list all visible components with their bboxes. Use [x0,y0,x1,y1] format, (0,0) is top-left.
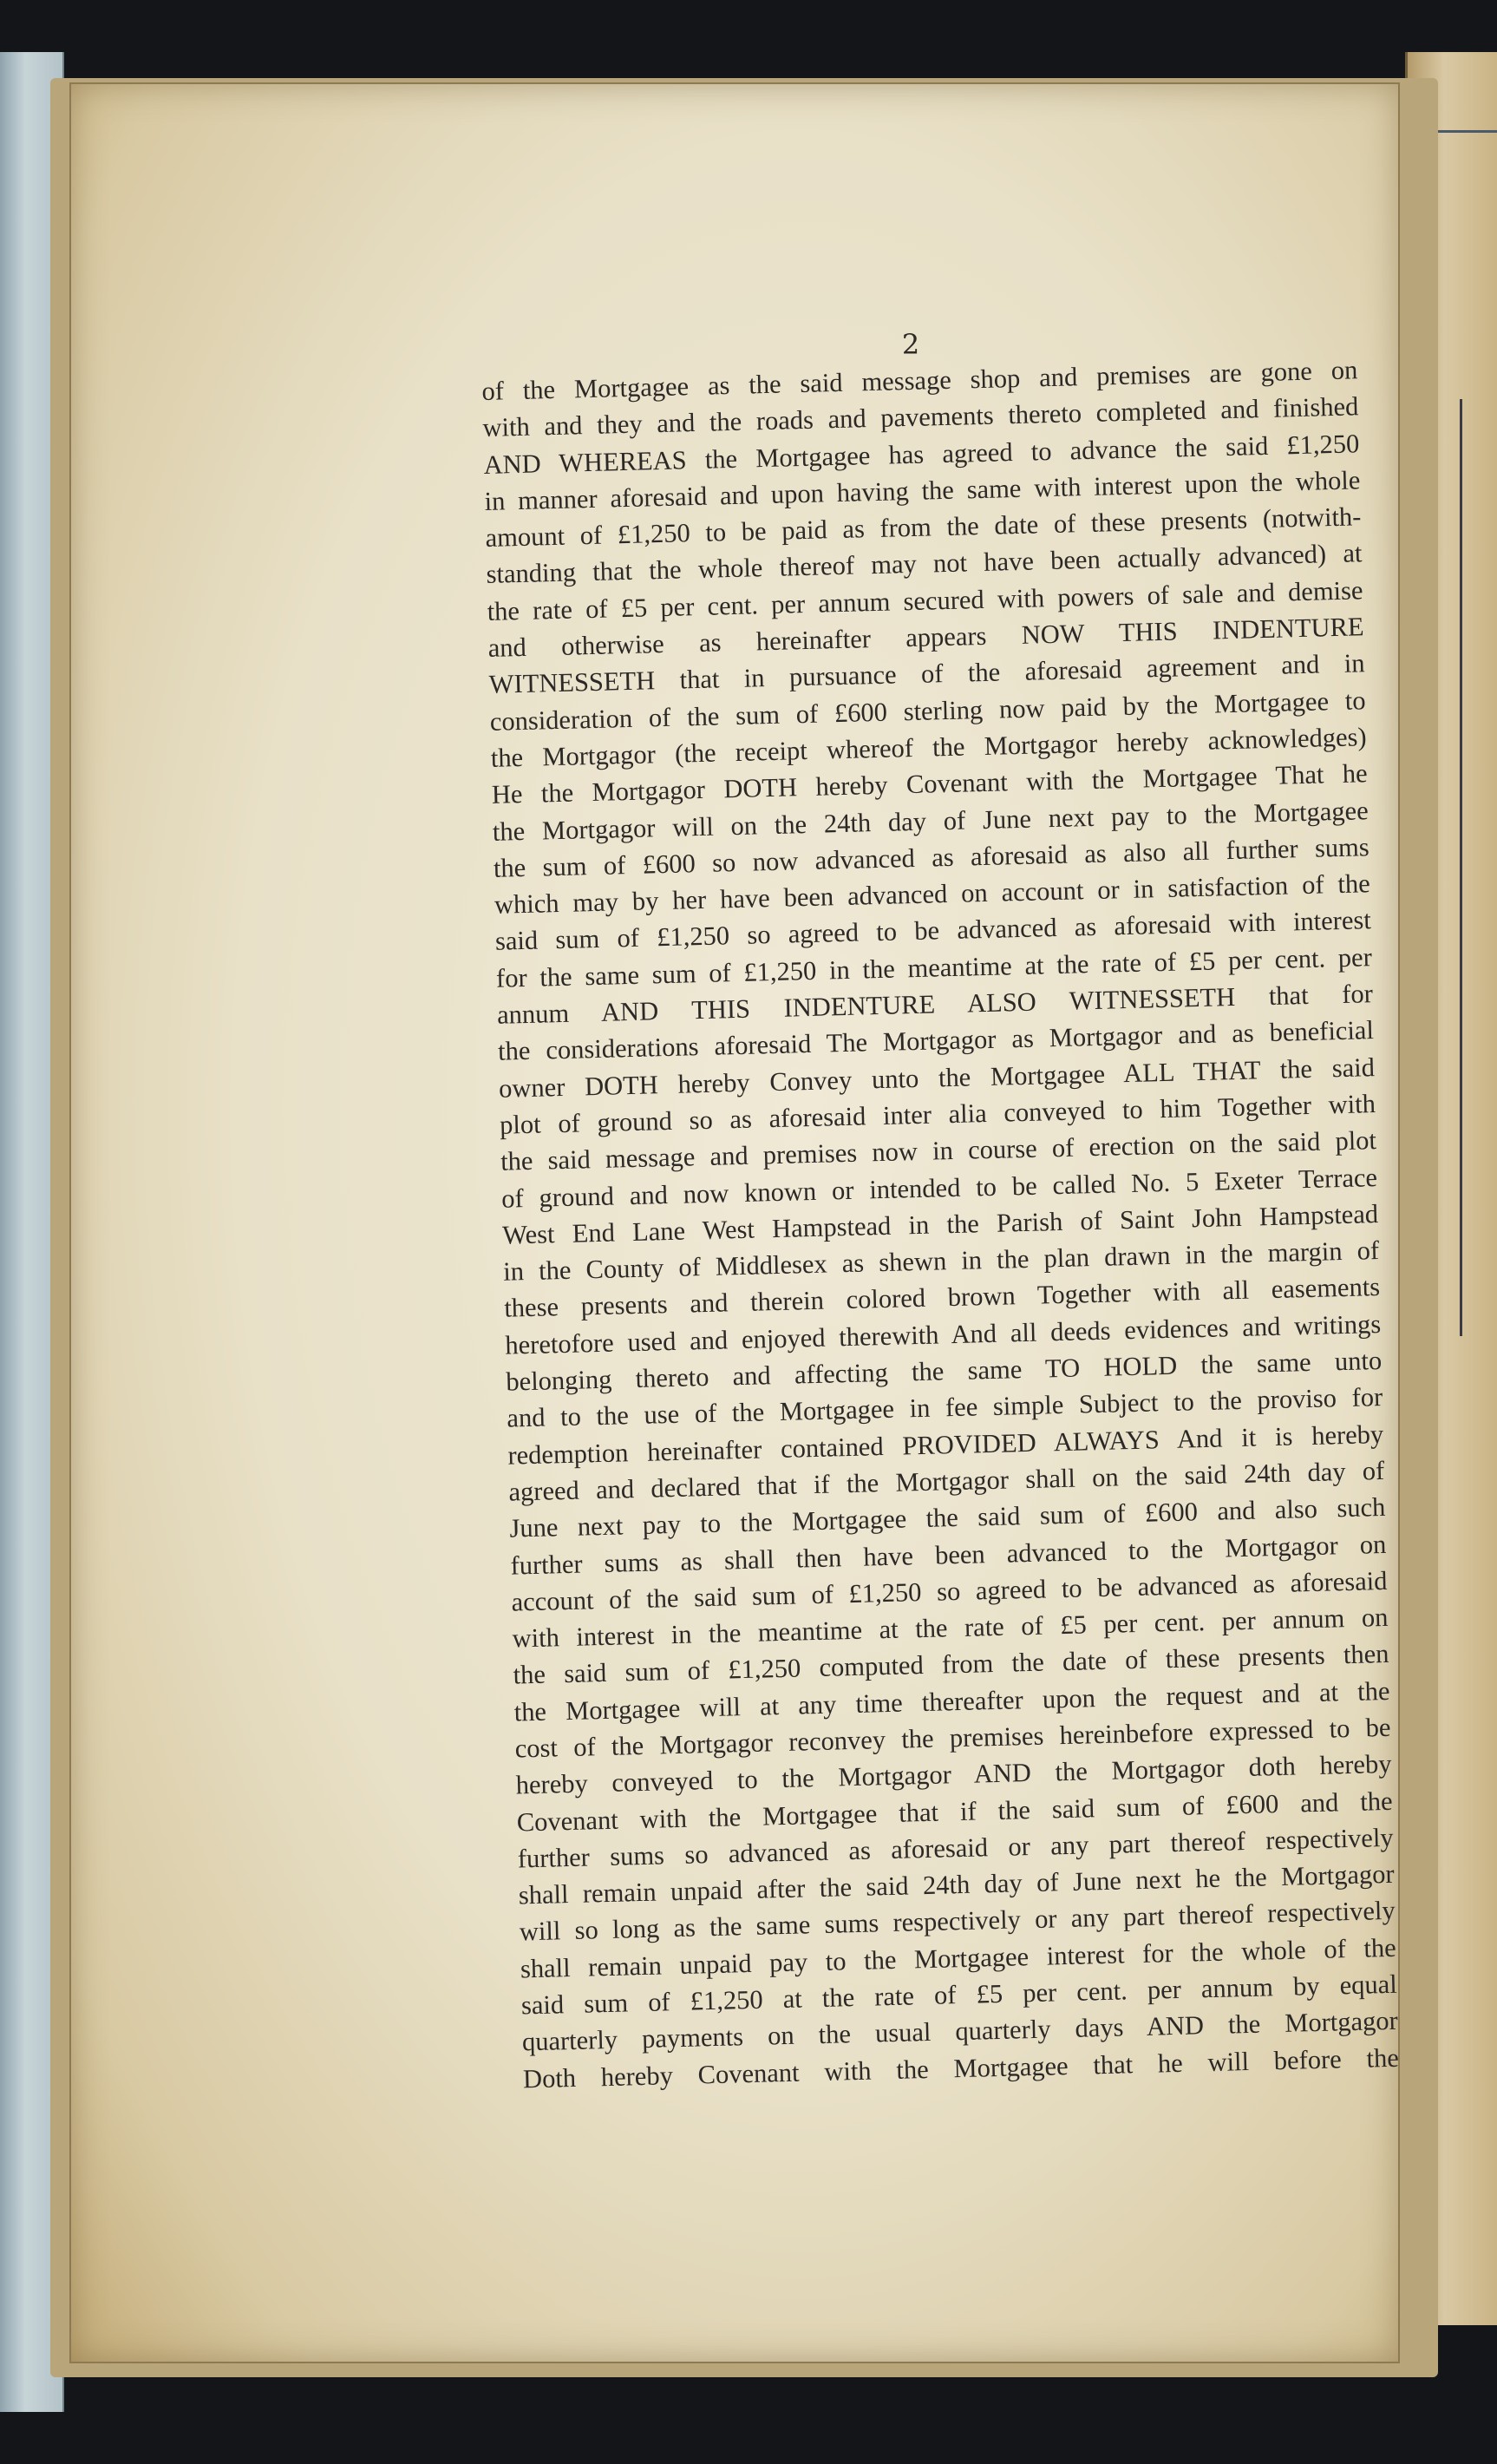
text-line: in the County of Middlesex as shewn in the plan drawn in the margin of [502,1235,1380,1287]
text-line: AND WHEREAS the Mortgagee has agreed to advance the said £1,250 [483,428,1360,480]
text-line: for the same sum of £1,250 in the meantime at the rate of £5 per cent. per [495,941,1373,993]
text-line: standing that the whole thereof may not have been actually advanced) at [486,538,1363,590]
text-line: and to the use of the Mortgagee in fee simple Subject to the proviso for [507,1382,1383,1433]
text-line: WITNESSETH that in pursuance of the aforesaid agreement and in [488,648,1365,700]
text-line: the said message and premises now in course of erection on the said plot [500,1125,1377,1176]
text-line: belonging thereto and affecting the same TO HOLD the same unto [505,1345,1383,1397]
text-line: the Mortgagee will at any time thereafter upon the request and at the [513,1675,1390,1727]
text-line: West End Lane West Hampstead in the Parish of Saint John Hampstead [501,1198,1379,1250]
text-line: will so long as the same sums respectively or any part thereof respectively [519,1896,1396,1947]
text-line: plot of ground so as aforesaid inter alia conveyed to him Together with [499,1089,1376,1140]
text-line: of ground and now known or intended to be called No. 5 Exeter Terrace [500,1162,1378,1214]
text-line: agreed and declared that if the Mortgagor shall on the said 24th day of [508,1455,1385,1507]
text-line: with and they and the roads and pavements thereto completed and finished [482,391,1359,443]
text-line: account of the said sum of £1,250 so agreed to be advanced as aforesaid [511,1565,1388,1617]
text-line: the said sum of £1,250 computed from the date of these presents then [513,1639,1389,1690]
text-line: of the Mortgagee as the said message shop and premises are gone on [481,355,1358,406]
text-line: further sums as shall then have been advanced to the Mortgagor on [510,1529,1387,1581]
text-line: amount of £1,250 to be paid as from the date of these presents (notwith- [485,501,1362,554]
text-line: in manner aforesaid and upon having the same with interest upon the whole [484,465,1361,516]
text-line: heretofore used and enjoyed therewith And all deeds evidences and writings [504,1308,1382,1360]
text-line: consideration of the sum of £600 sterling now paid by the Mortgagee to [489,685,1366,737]
text-line: Doth hereby Covenant with the Mortgagee that he will before the [522,2042,1400,2094]
page-number: 2 [901,328,920,361]
text-line: shall remain unpaid after the said 24th day of June next he the Mortgagor [518,1858,1395,1910]
text-line: Covenant with the Mortgagee that if the said sum of £600 and the [516,1786,1393,1838]
text-line: cost of the Mortgagor reconvey the premises hereinbefore expressed to be [514,1712,1391,1764]
text-line: hereby conveyed to the Mortgagor AND the Mortgagor doth hereby [515,1749,1392,1800]
text-line: and otherwise as hereinafter appears NOW THIS INDENTURE [487,612,1364,663]
text-line: the sum of £600 so now advanced as aforesaid as also all further sums [493,832,1370,883]
text-line: shall remain unpaid pay to the Mortgagee interest for the whole of the [520,1932,1397,1984]
text-line: with interest in the meantime at the rate of £5 per cent. per annum on [512,1602,1389,1654]
text-line: owner DOTH hereby Convey unto the Mortgagee ALL THAT the said [498,1052,1376,1104]
text-line: the Mortgagor will on the 24th day of June next pay to the Mortgagee [492,795,1370,847]
adjacent-page-margin-rule [1460,399,1462,1336]
text-line: said sum of £1,250 at the rate of £5 per cent. per annum by equal [520,1969,1398,2021]
text-line: further sums so advanced as aforesaid or any part thereof respectively [517,1822,1394,1874]
text-line: said sum of £1,250 so agreed to be advanced as aforesaid with interest [494,905,1372,957]
text-line: June next pay to the Mortgagee the said sum of £600 and also such [509,1492,1386,1543]
text-line: which may by her have been advanced on account or in satisfaction of the [494,868,1371,920]
text-line: the Mortgagor (the receipt whereof the Mortgagor hereby acknowledges) [490,722,1367,773]
text-line: redemption hereinafter contained PROVIDED ALWAYS And it is hereby [507,1419,1384,1471]
text-line: annum AND THIS INDENTURE ALSO WITNESSETH that for [496,979,1374,1030]
text-line: the rate of £5 per cent. per annum secured with powers of sale and demise [487,575,1363,626]
text-line: these presents and therein colored brown Together with all easements [503,1272,1381,1324]
deed-text [481,351,1399,2097]
text-line: quarterly payments on the usual quarterly days AND the Mortgagor [521,2006,1399,2057]
text-line: the considerations aforesaid The Mortgagor as Mortgagor and as beneficial [497,1015,1375,1067]
text-line: He the Mortgagor DOTH hereby Covenant with the Mortgagee That he [491,758,1368,810]
